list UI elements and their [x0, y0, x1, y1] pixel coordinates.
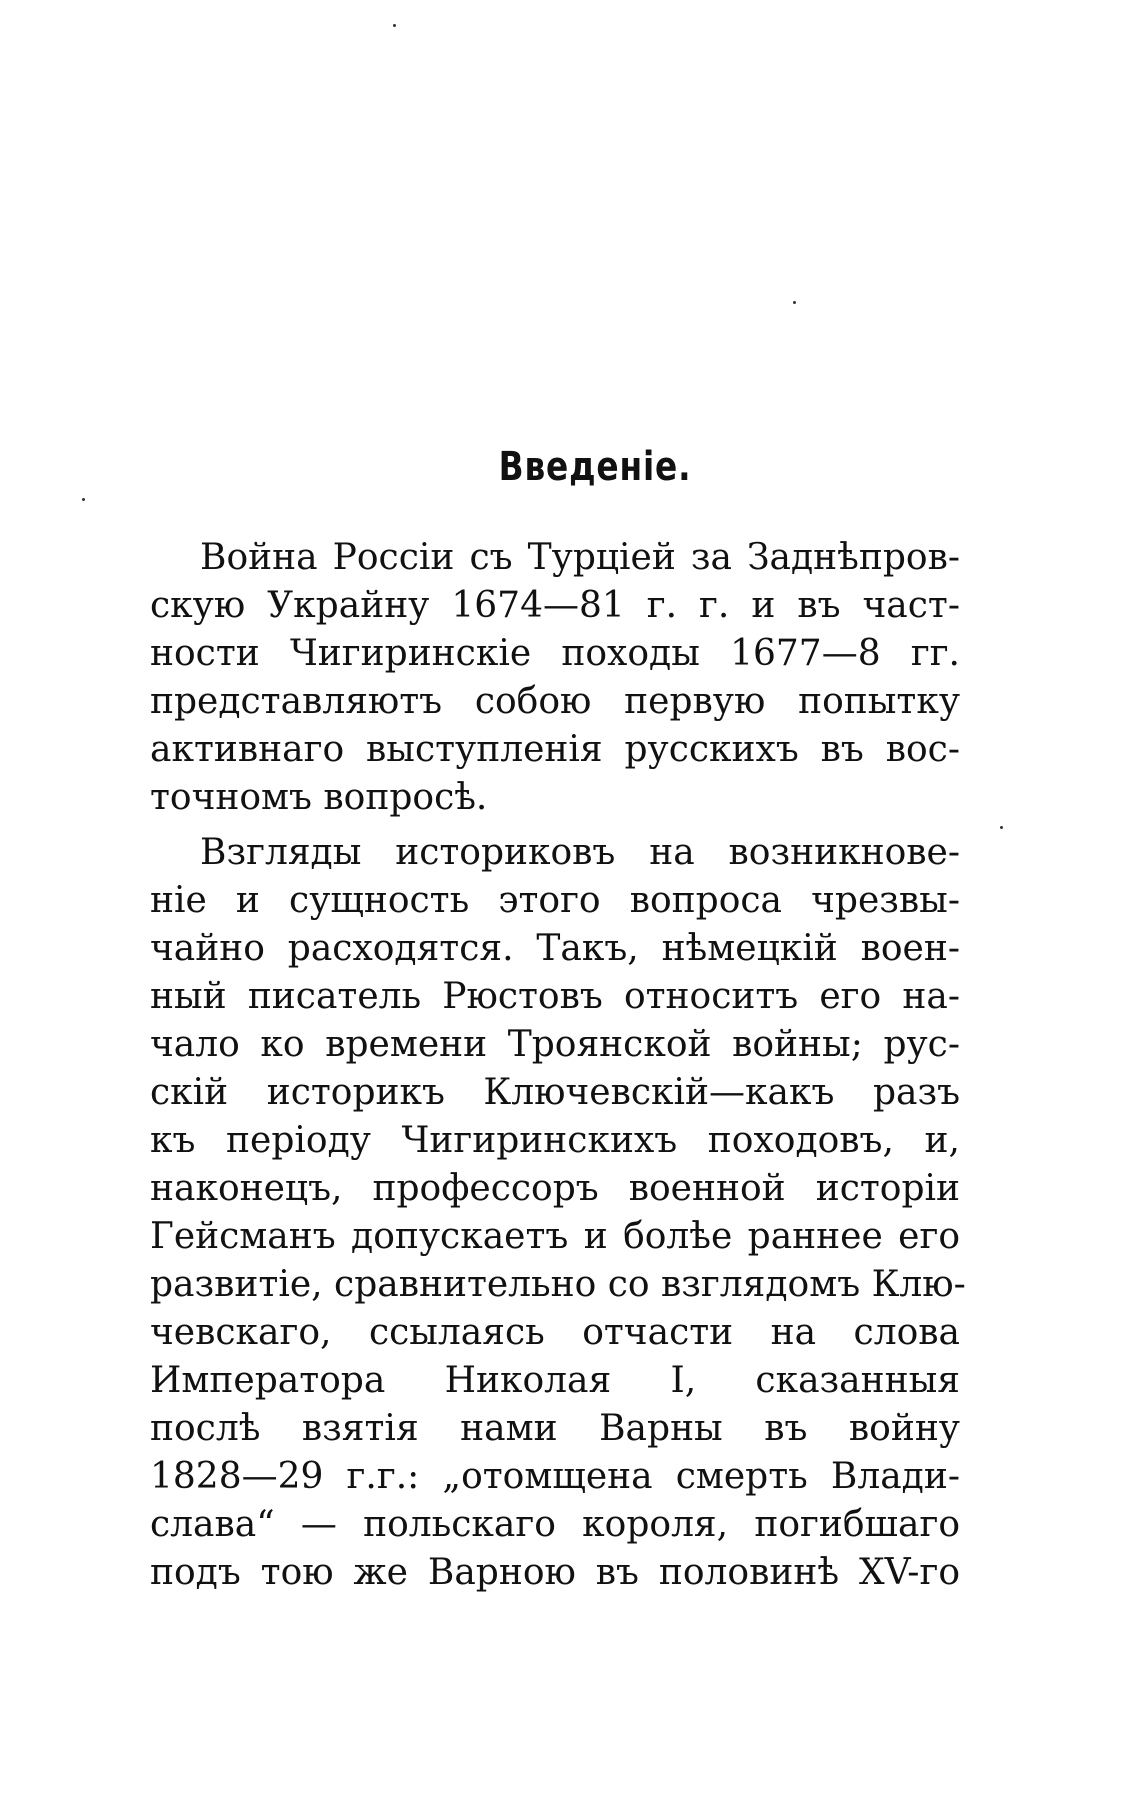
body-text [150, 534, 966, 1597]
paragraph [150, 829, 966, 1597]
text-line: слава“ — польскаго короля, погибшаго [150, 1504, 960, 1545]
text-line: ніе и сущность этого вопроса чрезвы- [150, 880, 960, 921]
text-line: 1828—29 г.г.: „отомщена смерть Влади- [150, 1456, 960, 1497]
text-line: послѣ взятія нами Варны въ войну [150, 1408, 960, 1449]
print-speck [793, 301, 796, 304]
text-line: Война Россіи съ Турціей за Заднѣпров- [200, 537, 960, 578]
text-line: Гейсманъ допускаетъ и болѣе раннее его [150, 1216, 960, 1257]
text-line: чало ко времени Троянской войны; рус- [150, 1024, 960, 1065]
text-line: наконецъ, профессоръ военной исторіи [150, 1168, 960, 1209]
text-line: чайно расходятся. Такъ, нѣмецкій воен- [150, 928, 960, 969]
text-line: Императора Николая I, сказанныя [150, 1360, 960, 1401]
text-line: представляютъ собою первую попытку [150, 681, 960, 722]
chapter-heading: Введеніе. [498, 444, 692, 490]
text-line: къ періоду Чигиринскихъ походовъ, и, [150, 1120, 960, 1161]
paragraph [150, 534, 960, 822]
text-line: активнаго выступленія русскихъ въ вос- [150, 729, 960, 770]
print-speck [1000, 826, 1003, 829]
print-speck [393, 24, 396, 27]
text-line: чевскаго, ссылаясь отчасти на слова [150, 1312, 960, 1353]
text-line: подъ тою же Варною въ половинѣ XV-го [150, 1552, 960, 1593]
text-line: точномъ вопросѣ. [150, 777, 488, 818]
text-line: скій историкъ Ключевскій—какъ разъ [150, 1072, 960, 1113]
text-line: ный писатель Рюстовъ относитъ его на- [150, 976, 960, 1017]
text-line: скую Украйну 1674—81 г. г. и въ част- [150, 585, 960, 626]
paragraph-gap [150, 822, 960, 829]
text-line: развитіе, сравнительно со взглядомъ Клю- [150, 1264, 966, 1305]
print-speck [82, 498, 85, 501]
text-line: Взгляды историковъ на возникнове- [200, 832, 960, 873]
text-line: ности Чигиринскіе походы 1677—8 гг. [150, 633, 960, 674]
